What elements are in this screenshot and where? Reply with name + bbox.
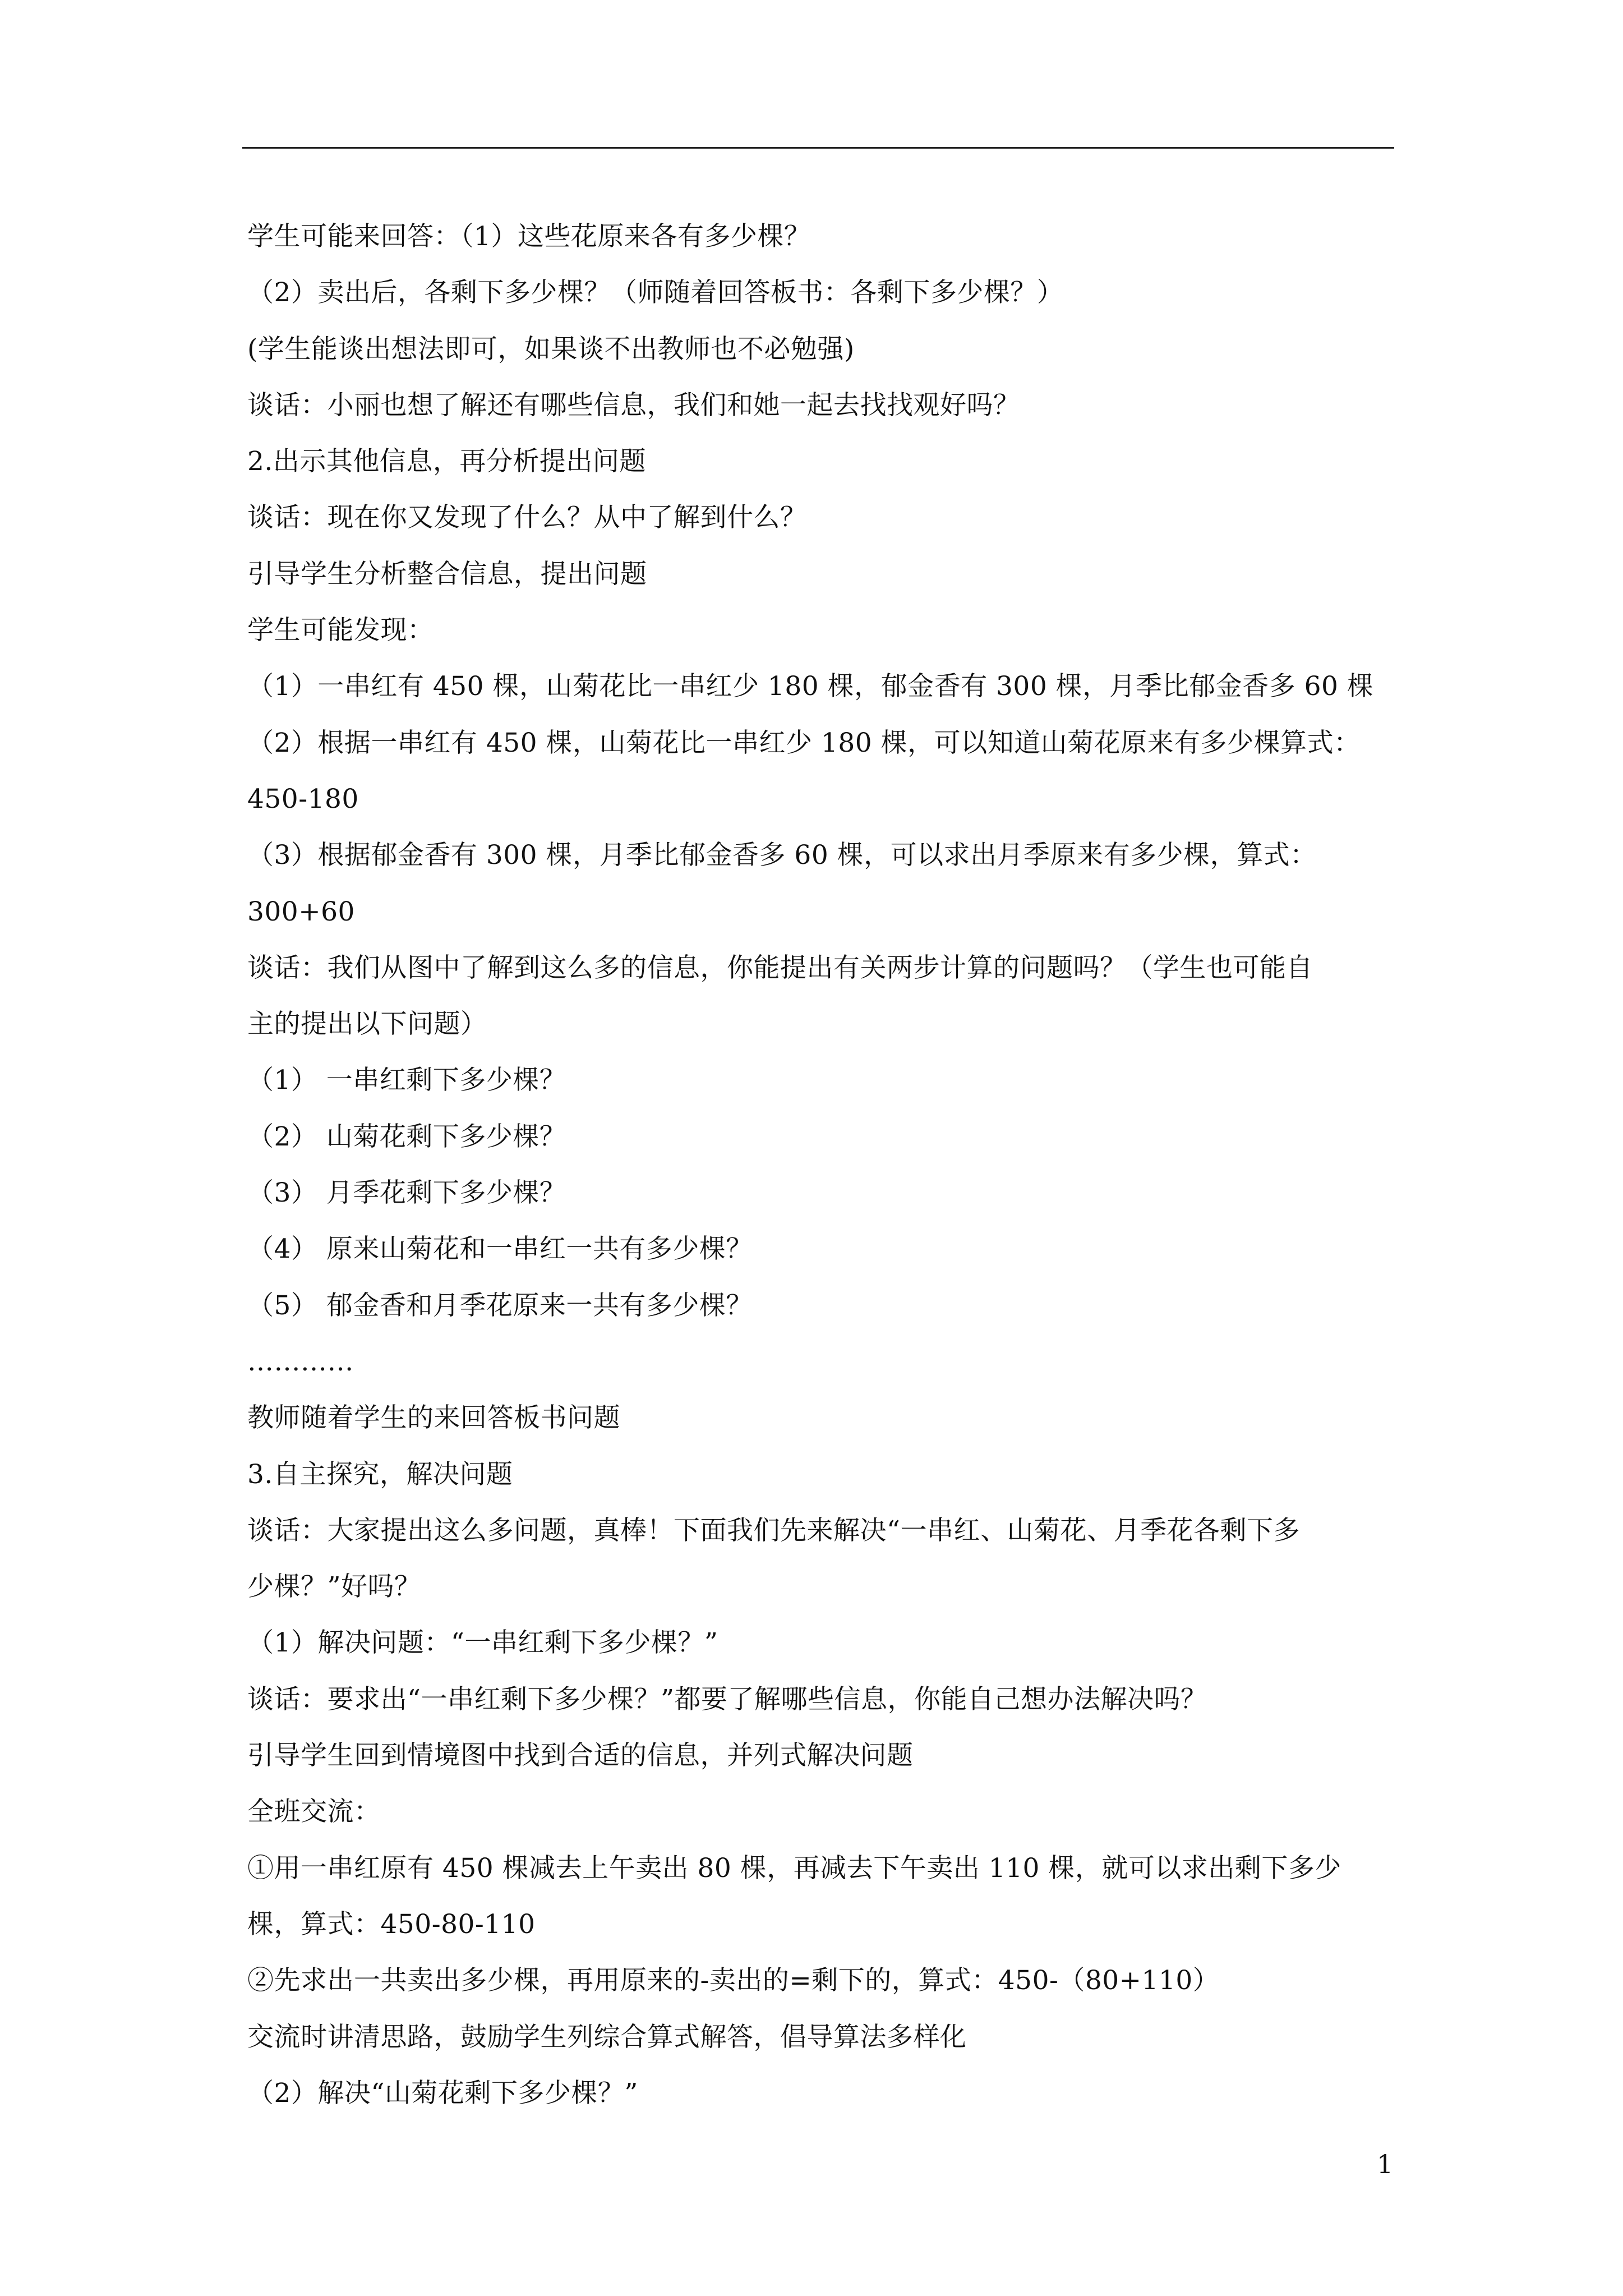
text-line: 主的提出以下问题） [247,1009,487,1040]
ellipsis-line: ………… [247,1346,354,1377]
question-item: （2） 山菊花剩下多少棵？ [247,1121,566,1152]
text-line: 学生可能来回答：（1）这些花原来各有多少棵？ [247,221,811,252]
page-number: 1 [1377,2149,1394,2179]
text-line: (学生能谈出想法即可，如果谈不出教师也不必勉强) [247,333,855,365]
text-line: （2）解决“山菊花剩下多少棵？” [247,2077,638,2109]
question-item: （4） 原来山菊花和一串红一共有多少棵？ [247,1234,753,1265]
text-line: 谈话：要求出“一串红剩下多少棵？”都要了解哪些信息，你能自己想办法解决吗？ [247,1683,1207,1715]
text-line: 全班交流： [247,1796,381,1828]
text-line: 教师随着学生的来回答板书问题 [247,1402,620,1434]
text-line: （1）解决问题：“一串红剩下多少棵？” [247,1627,718,1659]
text-line: （1）一串红有 450 棵，山菊花比一串红少 180 棵，郁金香有 300 棵，月季比郁金香多 60 棵 [247,671,1374,702]
text-line: 棵，算式：450-80-110 [247,1908,536,1940]
text-line: 谈话：小丽也想了解还有哪些信息，我们和她一起去找找观好吗？ [247,389,1020,421]
question-item: （3） 月季花剩下多少棵？ [247,1177,566,1209]
text-line: 少棵？”好吗？ [247,1571,421,1603]
text-line: 450-180 [247,783,359,815]
text-line: 谈话：现在你又发现了什么？从中了解到什么？ [247,502,807,533]
text-line: 引导学生回到情境图中找到合适的信息，并列式解决问题 [247,1740,914,1772]
text-line: 引导学生分析整合信息，提出问题 [247,558,647,590]
text-line: ①用一串红原有 450 棵减去上午卖出 80 棵，再减去下午卖出 110 棵，就可以求出剩下多少 [247,1852,1341,1884]
text-line: （2）卖出后，各剩下多少棵？（师随着回答板书：各剩下多少棵？） [247,277,1064,309]
text-line: 交流时讲清思路，鼓励学生列综合算式解答，倡导算法多样化 [247,2021,967,2053]
question-item: （5） 郁金香和月季花原来一共有多少棵？ [247,1290,753,1321]
section-heading: 3.自主探究，解决问题 [247,1458,513,1490]
text-line: （3）根据郁金香有 300 棵，月季比郁金香多 60 棵，可以求出月季原来有多少棵，算式： [247,840,1317,871]
text-line: 300+60 [247,896,355,927]
section-heading: 2.出示其他信息，再分析提出问题 [247,446,646,477]
text-line: （2）根据一串红有 450 棵，山菊花比一串红少 180 棵，可以知道山菊花原来有多少棵算式： [247,727,1361,758]
header-rule [242,147,1394,149]
document-body [247,209,1397,2122]
text-line: 谈话：大家提出这么多问题，真棒！下面我们先来解决“一串红、山菊花、月季花各剩下多 [247,1515,1301,1546]
question-item: （1） 一串红剩下多少棵？ [247,1065,566,1096]
text-line: 谈话：我们从图中了解到这么多的信息，你能提出有关两步计算的问题吗？（学生也可能自 [247,952,1313,983]
text-line: 学生可能发现： [247,615,434,646]
text-line: ②先求出一共卖出多少棵，再用原来的-卖出的=剩下的，算式：450-（80+110） [247,1965,1220,1996]
